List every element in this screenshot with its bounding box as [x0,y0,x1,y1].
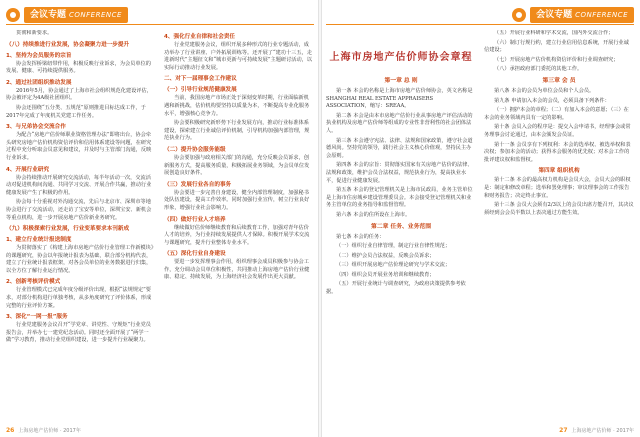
section-header [6,6,128,24]
header-rule [326,24,634,25]
section-bullet-icon [512,8,526,22]
paragraph: 协会要进一步完善自身建设，健全内部管理制度，加强秘书处队伍建设，提高工作效率。同时加强行业宣传，树立行业良好形象，增强行业社会影响力。 [164,189,310,211]
paragraph: （六）制订行规行约，建立行业信用信息系统，开展行业诚信建设； [484,39,629,54]
subheading: （四）做好行业人才培养 [164,216,226,223]
header-rule [6,24,314,25]
subheading: 1、坚持为会员服务的宗旨 [6,52,72,59]
paragraph: 第四条 本会的宗旨：贯彻落实国家有关房地产估价的法律、法规和政策，维护会员合法权益，规范执业行为，提高执业水平，促进行业健康发展。 [326,162,473,184]
page-footer [6,427,81,434]
subheading: 4、强化行业自律和社会责任 [164,34,236,40]
chapter-heading: 第二章 任务、业务范围 [371,223,431,230]
paragraph: （四）组织会员开展业务培训和继续教育； [336,271,435,278]
paragraph: 第三条 本会遵守宪法、法律、法规和国家政策，遵守社会道德风尚。坚持党的领导，践行社会主义核心价值观，坚持民主办会原则。 [326,137,473,159]
right-page [320,0,640,437]
paragraph: 第八条 本会的会员为单位会员和个人会员。 [494,87,595,94]
paragraph: （三）组织开展房地产估价理论研究与学术交流； [336,262,451,269]
paragraph: 第十二条 本会的最高权力机构是会员大会，会员大会的职权是：制定和修改章程；选举和罢免理事；审议理事会的工作报告和财务报告；决定终止事宜。 [484,177,631,199]
paragraph: 协会还围绕“五分类、五规范”原则推进目标达成工作，于2017年完成了年度机关党建工作任务。 [6,104,146,119]
paragraph: （五）开展行业科研和学术交流，国内外交流合作； [494,30,614,36]
chapter-heading: 第四章 组织机构 [538,168,580,175]
subheading: 二、对下一届理事会工作建议 [164,76,237,83]
subheading: （八）持续推进行业发展，协会凝聚力进一步提升 [6,41,130,48]
paragraph: 协会要加强与政府相关部门的沟通，充分反映会员诉求，创新服务方式，提高服务质量，积极拓展业务领域，为会员单位发展创造良好条件。 [164,154,310,177]
paragraph: 第十一条 会员享有下列权利：本会的选举权、被选举权和表决权；参加本会的活动；获得本会服务的优先权；对本会工作的批评建议权和监督权。 [484,141,631,163]
paragraph: 为配合“房地产估价师职业资格管理办法”即将出台，协会牵头研究房地产估价机构资信评价和信用体系建设等问题，在研究过程中充分听取会员意见和建议，并及时与主管部门沟通，反映行业诉求。 [6,132,152,161]
section-tag [530,7,634,23]
paragraph: 贯彻和新要求。 [16,30,53,36]
chapter-heading: 第三章 会 员 [542,77,576,84]
text-column-1 [6,30,156,423]
paragraph: （二）维护会员合法权益，反映会员诉求； [336,252,435,259]
text-column-1 [326,30,476,423]
subheading: （三）发展行业各自的事务 [164,181,232,188]
paragraph: （七）开展房地产估价机构资信评价和行业调查研究； [494,56,619,63]
section-tag-cn: 会议专题 [536,10,573,20]
subheading: 2、创新考核评价模式 [6,279,61,286]
paragraph: 第十三条 会员大会须有2/3以上的会员出席方能召开，其决议须经到会会员半数以上表决通过方能生效。 [484,202,634,216]
subheading: 4、开展行业研究 [6,166,50,173]
paragraph: 协会每十分重视对外沟通交流，先后与北京市、深圳市等地协会进行了交流活动，还走访了宝安等单位，深圳宝安、新机会等重点机构，进一步开展房地产估价新业务研究。 [6,199,152,221]
subheading: 3、深化“一网一报”服务 [6,314,68,321]
paragraph: （五）开展行业统计与调查研究，为政府决策提供参考依据。 [326,281,466,296]
paragraph: 第九条 申请加入本会的会员，必须具备下列条件： [494,97,610,104]
document-title: 上海市房地产估价师协会章程 [329,52,473,63]
section-bullet-icon [6,8,20,22]
paragraph: 第十条 会员入会的程序是：提交入会申请书，经理事会或常务理事会讨论通过，由本会颁发会员证。 [484,124,631,138]
subheading: （九）积极探索行业发展，行业变革要求本刊新成 [6,226,130,233]
section-tag [24,7,128,23]
paragraph: 行业党建服务会议，组织开展多种形式的行业专题活动，成功举办了行业讲座、户外拓展训练等。还开展了“建功十三五，走进新时代”主题征文和“城市更新与可持续发展”主题研讨活动，以实际行动推动行业发展。 [164,42,313,71]
paragraph: 第一条 本会的名称是上海市房地产估价师协会，英文名称是SHANGHAI REAL ESTATE APPRAISERS ASSOCIATION，缩写：SREAA。 [326,88,473,110]
paragraph: 第六条 本会的住所设在上海市。 [336,211,411,218]
subheading: （五）深化行业自身建设 [164,251,226,258]
text-columns [326,30,634,423]
subheading: 3、与兄弟协会交流合作 [6,124,66,131]
subheading: （二）提升协会服务能级 [164,146,226,153]
text-column-2 [164,30,314,423]
paragraph: （一）拥护本会的章程；（二）有加入本会的意愿；（三）在本会的业务领域内具有一定的影响。 [484,107,629,121]
paragraph: （八）承担政府部门委托的其他工作。 [494,66,583,73]
paragraph: 第二条 本会是由本市房地产估价行业从事房地产评估活动的执业机构及房地产估价师等组成的专业性非营利性的社会团体法人。 [326,112,473,134]
paragraph: 第七条 本会的任务： [336,233,385,240]
chapter-heading: 第一章 总 则 [384,78,418,84]
page-number: 26 [6,427,15,434]
paragraph: 为贯彻落实了《构建上海市房地产估价行业管理工作新模块》的课题研究，协会以年报统计报表为基础，联合部分机构代表，建立了行业统计报表框架，对各会员单位的业务数据进行归集，以全方位了解行业运行情况。 [6,245,154,274]
subheading: （一）引导行业规范健康发展 [164,87,237,94]
paragraph: 当前，我国房地产市场正处于深刻变革时期，行业面临新机遇和新挑战，估价机构要坚持以质量为本，不断提高专业化服务水平，增强核心竞争力。 [164,95,310,117]
publication-name: 上海房地产估价师 · 2017年 [571,428,634,434]
page-footer [559,427,634,434]
text-columns [6,30,314,423]
paragraph: 2016年5月，协会通过了上海市社会组织规范化建设评估，协会被评定为4A级社团组织。 [6,87,152,102]
paragraph: 协会持续推动开展研究交流活动，每半年活动一次，交流活动对促进机构间沟通、共同学习交流、开展合作共赢，推动行业健康发展产生了积极的作用。 [6,174,152,196]
subheading: 1、建立行业统计报送制度 [6,237,72,244]
paragraph: 第五条 本会的登记管理机关是上海市民政局，业务主管单位是上海市住房城乡建设管理委员会。本会接受登记管理机关和业务主管单位的业务指导和监督管理。 [326,187,473,209]
paragraph: 行业管理模式已完成年度分级评价出现，根据“法规规定”要求，对部分机构进行单独考核，从多角度研究了评价体系，形成完整的行业评价方案。 [6,287,152,309]
section-tag-en: CONFERENCE [575,11,628,19]
subheading: 2、通过社团组织推动发展 [6,79,72,86]
publication-name: 上海房地产估价师 · 2017年 [18,428,81,434]
paragraph: 行业党建服务会议召开“学党章、讲党性、守规矩”行业党员报告会，并举办七一建党纪念活动。同时还全面开展了“两学一做”学习教育，推动行业党组织建设，进一步提升行业凝聚力。 [6,322,151,344]
section-header [512,6,634,24]
page-number: 27 [559,427,568,434]
paragraph: 要进一步发挥理事会作用，组织理事会成员积极参与协会工作，充分调动会员单位积极性，共同推动上海房地产估价行业健康、稳定、持续发展，为上海经济社会发展作出更大贡献。 [164,259,310,281]
section-tag-cn: 会议专题 [30,10,67,20]
paragraph: 继续做好估价师继续教育和后续教育工作，加强对青年估价人才的培养，为行业持续发展提供人才保障。积极开展学术交流与课题研究，提升行业整体专业水平。 [164,224,310,246]
paragraph: 协会发挥桥梁纽带作用，积极反映行业诉求，为会员单位的发展、健康、可持续提供服务。 [6,60,151,75]
paragraph: （一）组织行业自律管理，制定行业自律性规范； [336,243,451,250]
section-tag-en: CONFERENCE [69,11,122,19]
paragraph: 协会要积极研究新形势下行业发展方向，推动行业标准体系建设，探索建立行业诚信评价机制，引导机构加强内部管理，规范执业行为。 [164,120,310,142]
text-column-2 [484,30,634,423]
